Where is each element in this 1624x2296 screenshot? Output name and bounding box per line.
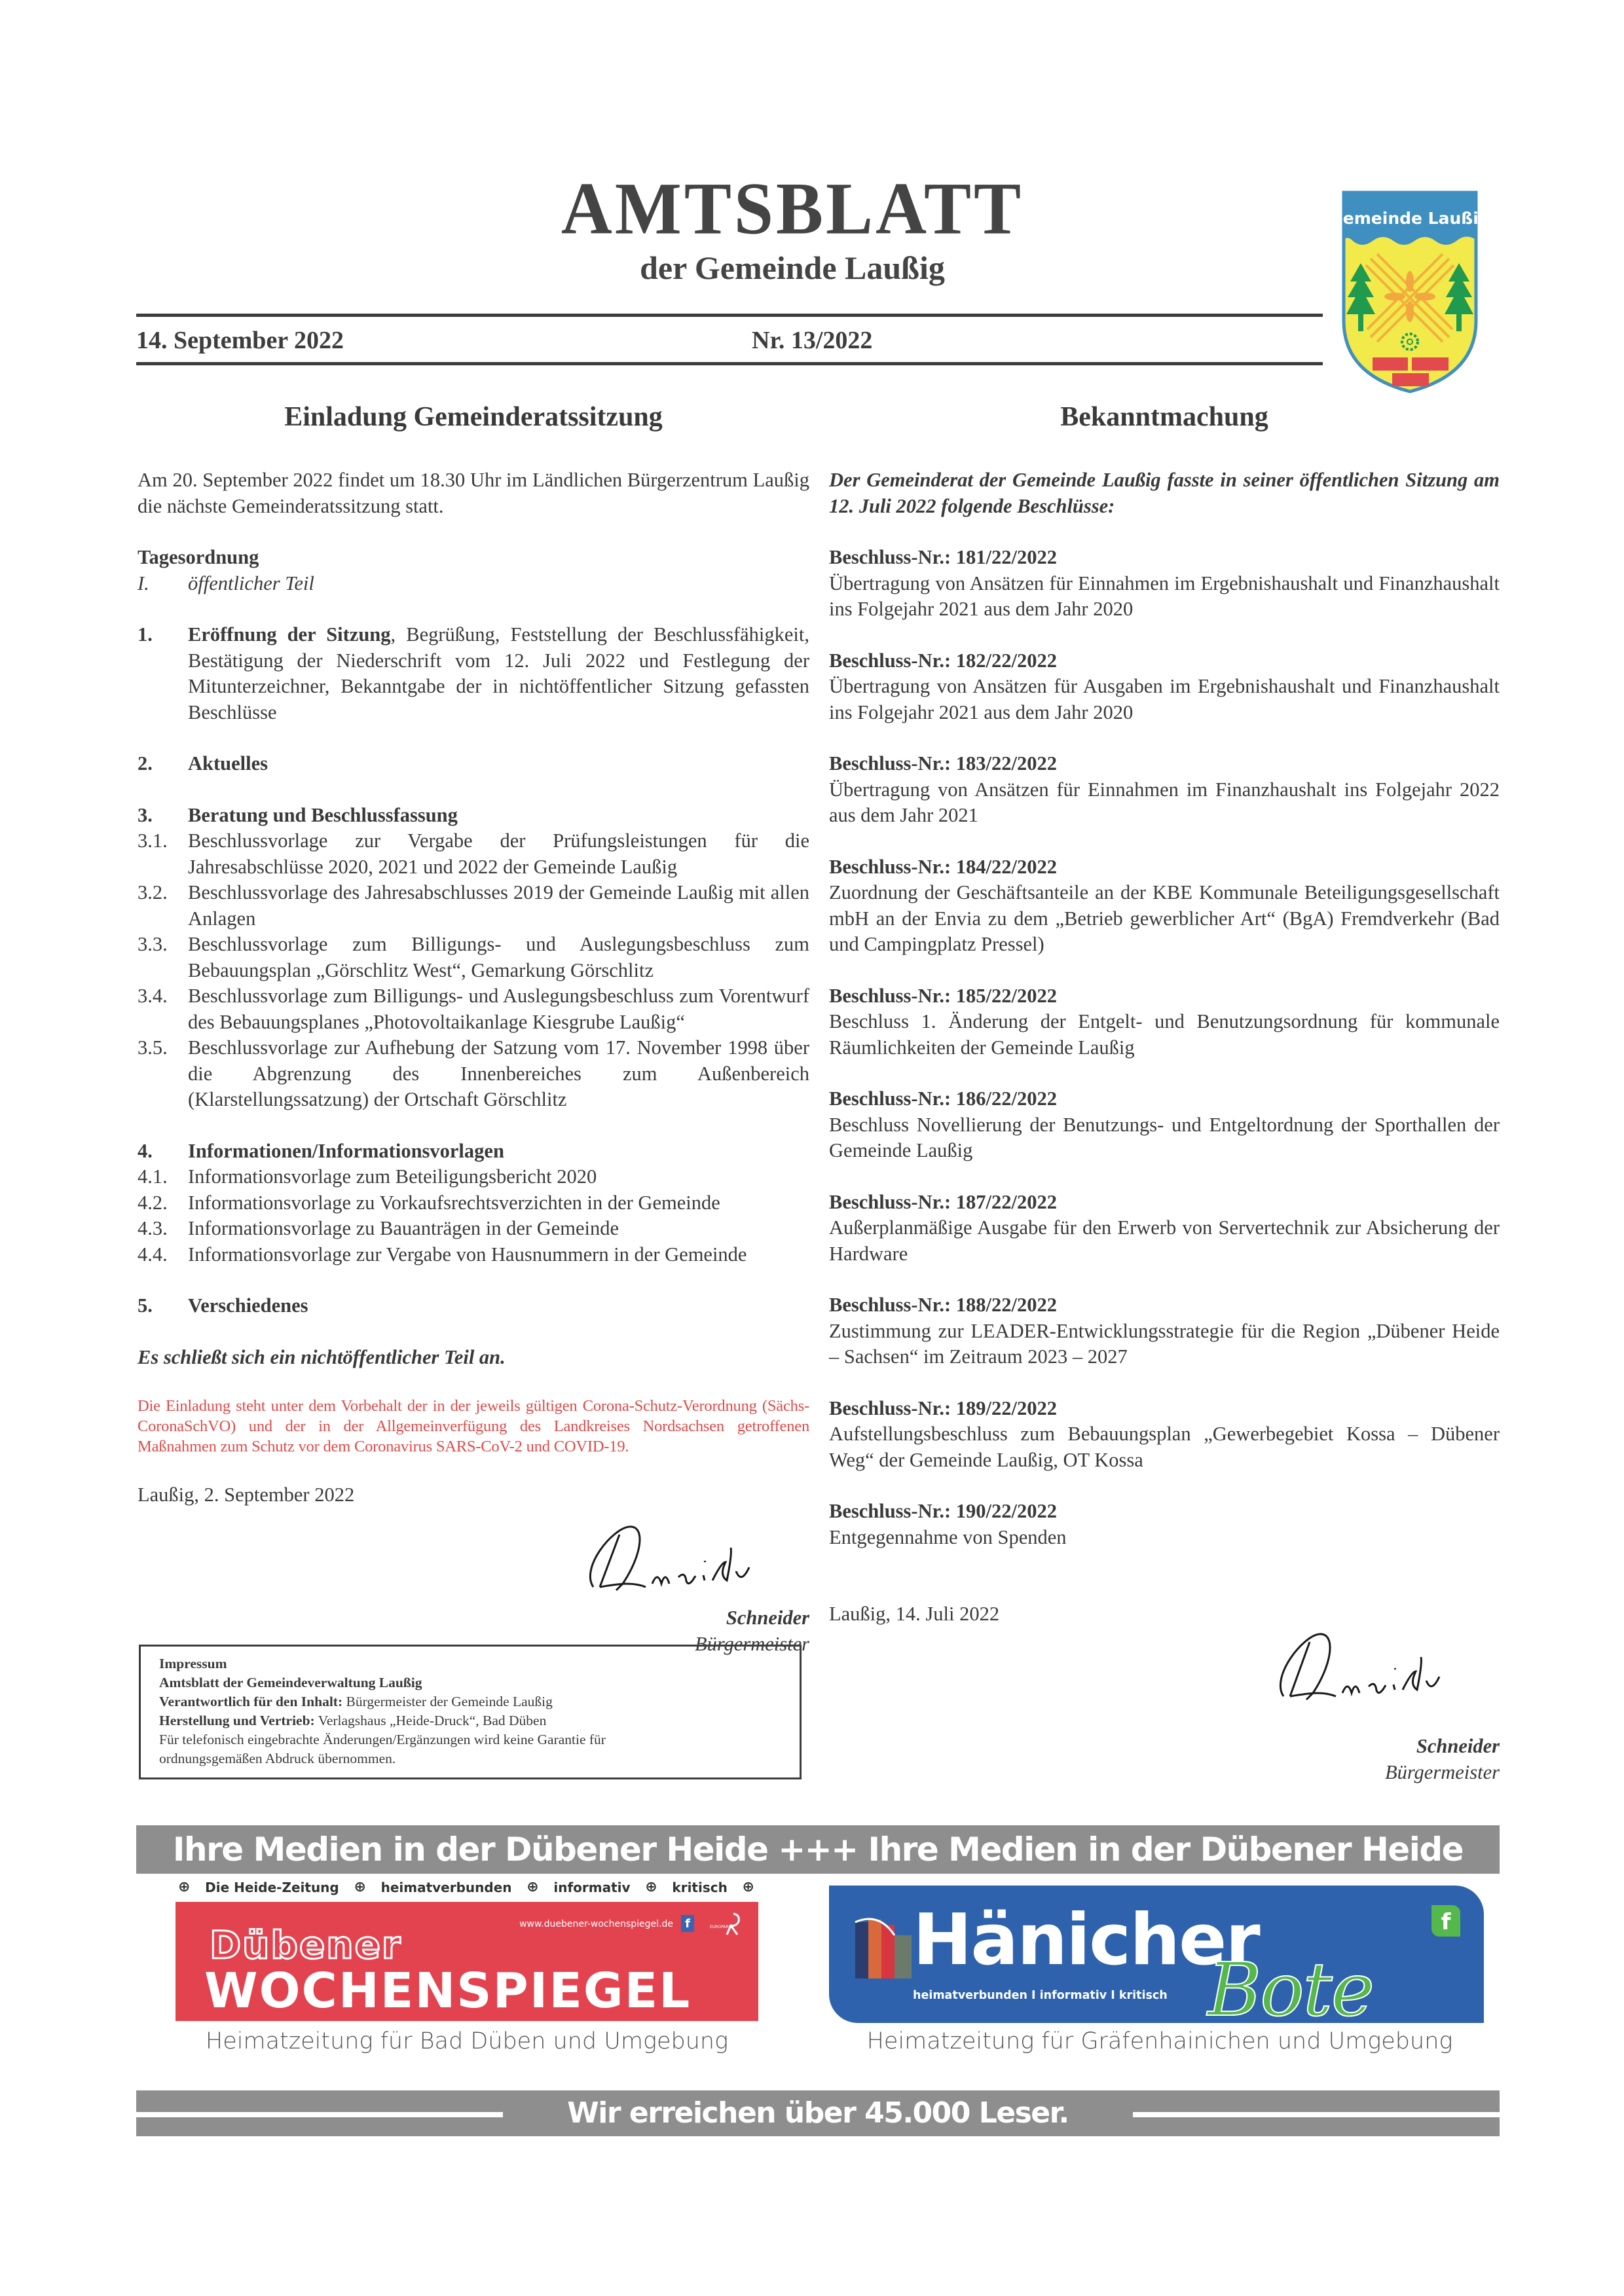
resolution-number: Beschluss-Nr.: 186/22/2022: [829, 1087, 1057, 1110]
announcement-column: [829, 401, 1500, 1798]
agenda-subitem-number: 4.3.: [138, 1217, 168, 1239]
invitation-signature-block: [138, 1508, 809, 1659]
wochenspiegel-tagline: [178, 1879, 754, 1895]
resolution: [829, 1190, 1500, 1267]
agenda-part-label: öffentlicher Teil: [188, 572, 314, 594]
agenda-subitem-text: Informationsvorlage zur Vergabe von Hausnummern in der Gemeinde: [188, 1243, 747, 1266]
impressum-production-label: Herstellung und Vertrieb:: [159, 1713, 315, 1728]
impressum-publisher: Amtsblatt der Gemeindeverwaltung Laußig: [159, 1675, 422, 1690]
haenicher-name: Hänicher: [913, 1899, 1259, 1981]
agenda-subitem: [138, 828, 809, 880]
resolution: [829, 854, 1500, 958]
agenda-label: Tagesordnung: [138, 546, 259, 568]
resolution-number: Beschluss-Nr.: 182/22/2022: [829, 649, 1057, 672]
agenda-item-title: Beratung und Beschlussfassung: [188, 803, 458, 826]
resolution-number: Beschluss-Nr.: 183/22/2022: [829, 752, 1057, 774]
closing-note: Es schließt sich ein nichtöffentlicher Teil an.: [138, 1345, 506, 1368]
issue-number: Nr. 13/2022: [752, 327, 873, 354]
invitation-place-date: Laußig, 2. September 2022: [138, 1484, 355, 1506]
haenicher-name-script: Bote: [1208, 1948, 1374, 2033]
announcement-signature-block: [829, 1628, 1500, 1798]
corona-notice: Die Einladung steht unter dem Vorbehalt der in der jeweils gültigen Corona-Schutz-Verordnung (Sächs-CoronaSchVO) und der in der Allgemeinverfügung des Landkreises Nordsachsen getroffenen Maßnahmen zum Schutz vor dem Coronavirus SARS-CoV-2 und COVID-19.: [138, 1397, 809, 1455]
impressum-disclaimer-line1: Für telefonisch eingebrachte Änderungen/Ergänzungen wird keine Garantie für: [159, 1732, 606, 1747]
agenda-item-title: Informationen/Informationsvorlagen: [188, 1139, 504, 1162]
resolution-text: Übertragung von Ansätzen für Einnahmen im Finanzhaushalt ins Folgejahr 2022 aus dem Jahr 2021: [829, 778, 1500, 826]
tagline-item: Die Heide-Zeitung: [205, 1879, 339, 1895]
agenda-subitem-text: Beschlussvorlage zum Billigungs- und Auslegungsbeschluss zum Vorentwurf des Bebauungsplanes „Photovoltaikanlage Kiesgrube Laußig“: [188, 985, 809, 1033]
agenda-item: [138, 1139, 809, 1165]
haenicher-tagline: heimatverbunden I informativ I kritisch: [913, 1989, 1168, 2002]
announcement-place-date: Laußig, 14. Juli 2022: [829, 1603, 1000, 1625]
agenda-subitem-number: 3.2.: [138, 881, 168, 903]
agenda-subitem-text: Informationsvorlage zu Vorkaufsrechtsverzichten in der Gemeinde: [188, 1191, 720, 1214]
resolution-text: Entgegennahme von Spenden: [829, 1525, 1067, 1548]
agenda-item-text: , Begrüßung, Feststellung der Beschlussfähigkeit, Bestätigung der Niederschrift vom 12. Juli 2022 und Festlegung der Mitunterzeichner, Bekanntgabe der in nichtöffentlicher Sitzung gefassten Beschlüsse: [188, 623, 810, 723]
agenda-subitem: [138, 1164, 809, 1190]
invitation-signer-name: Schneider: [726, 1606, 809, 1629]
media-banner: Ihre Medien in der Dübener Heide +++ Ihre Medien in der Dübener Heide: [136, 1825, 1500, 1874]
impressum-title: Impressum: [159, 1656, 227, 1671]
separator-icon: ⊕: [645, 1879, 657, 1895]
agenda-subitem: [138, 1035, 809, 1113]
resolution: [829, 648, 1500, 726]
agenda-subitem: [138, 1216, 809, 1242]
wochenspiegel-logo: [175, 1902, 758, 2021]
agenda-subitem-text: Beschlussvorlage zum Billigungs- und Auslegungsbeschluss zum Bebauungsplan „Görschlitz West“, Gemarkung Görschlitz: [188, 933, 809, 981]
agenda-subitem-number: 3.1.: [138, 829, 168, 852]
resolution: [829, 751, 1500, 829]
masthead-rule-top: [136, 314, 1323, 317]
agenda-subitem-text: Informationsvorlage zum Beteiligungsbericht 2020: [188, 1165, 597, 1188]
signature-icon: [574, 1522, 809, 1600]
agenda-subitem-text: Beschlussvorlage zur Vergabe der Prüfungsleistungen für die Jahresabschlüsse 2020, 2021 und 2022 der Gemeinde Laußig: [188, 829, 809, 878]
separator-icon: ⊕: [526, 1879, 539, 1895]
signature-icon: [1264, 1628, 1500, 1713]
agenda-subitem: [138, 983, 809, 1035]
heron-icon: [707, 1911, 747, 1937]
agenda-item-number: 5.: [138, 1294, 153, 1317]
tower-emblem-icon: [853, 1916, 914, 1981]
resolution-text: Übertragung von Ansätzen für Einnahmen im Ergebnishaushalt und Finanzhaushalt ins Folgejahr 2021 aus dem Jahr 2020: [829, 572, 1500, 620]
agenda-item-number: 4.: [138, 1139, 153, 1162]
newsletter-subtitle: der Gemeinde Laußig: [640, 249, 945, 286]
wochenspiegel-url: www.duebener-wochenspiegel.de: [519, 1919, 673, 1929]
agenda-subitem-number: 3.3.: [138, 933, 168, 955]
agenda-item: [138, 622, 809, 725]
agenda-subitem-text: Beschlussvorlage des Jahresabschlusses 2019 der Gemeinde Laußig mit allen Anlagen: [188, 881, 809, 930]
wochenspiegel-subtitle: Heimatzeitung für Bad Düben und Umgebung: [205, 2028, 729, 2054]
agenda-item-title: Eröffnung der Sitzung: [188, 623, 391, 646]
agenda-item: [138, 803, 809, 829]
haenicher-subtitle: Heimatzeitung für Gräfenhainichen und Umgebung: [866, 2028, 1453, 2054]
wochenspiegel-name-top: Dübener: [210, 1923, 402, 1967]
coat-of-arms-label: Gemeinde Laußig: [1329, 209, 1490, 228]
invitation-heading: Einladung Gemeinderatssitzung: [284, 402, 663, 432]
agenda-part: [138, 571, 809, 597]
agenda-item-number: 3.: [138, 803, 153, 826]
agenda-item-number: 1.: [138, 623, 153, 646]
announcement-signer-title: Bürgermeister: [1384, 1760, 1500, 1783]
impressum-disclaimer-line2: ordnungsgemäßen Abdruck übernommen.: [159, 1751, 396, 1766]
separator-icon: ⊕: [354, 1879, 366, 1895]
resolution-number: Beschluss-Nr.: 181/22/2022: [829, 546, 1057, 568]
tagline-item: heimatverbunden: [380, 1879, 512, 1895]
resolution-number: Beschluss-Nr.: 184/22/2022: [829, 855, 1057, 878]
resolution-number: Beschluss-Nr.: 188/22/2022: [829, 1294, 1057, 1316]
invitation-signer-title: Bürgermeister: [694, 1632, 809, 1655]
resolution: [829, 1086, 1500, 1164]
agenda-subitem-number: 3.4.: [138, 985, 168, 1007]
tagline-item: kritisch: [672, 1879, 728, 1895]
coat-of-arms-icon: [1329, 190, 1490, 394]
wochenspiegel-name-main: WOCHENSPIEGEL: [204, 1963, 692, 2019]
resolution: [829, 1292, 1500, 1370]
agenda-subitem-number: 3.5.: [138, 1036, 168, 1059]
agenda-subitem-number: 4.2.: [138, 1191, 168, 1214]
resolution: [829, 983, 1500, 1061]
agenda-part-number: I.: [138, 572, 149, 594]
resolution-text: Außerplanmäßige Ausgabe für den Erwerb von Servertechnik zur Absicherung der Hardware: [829, 1216, 1500, 1265]
resolution-text: Übertragung von Ansätzen für Ausgaben im Ergebnishaushalt und Finanzhaushalt ins Folgejahr 2021 aus dem Jahr 2020: [829, 675, 1500, 723]
resolution-number: Beschluss-Nr.: 187/22/2022: [829, 1190, 1057, 1213]
svg-text:EUROPARK: EUROPARK: [710, 1925, 731, 1929]
readership-banner: [136, 2090, 1500, 2136]
agenda-subitem: [138, 880, 809, 932]
haenicher-bote-logo: [829, 1886, 1484, 2033]
resolution-text: Aufstellungsbeschluss zum Bebauungsplan „Gewerbegebiet Kossa – Dübener Weg“ der Gemeinde Laußig, OT Kossa: [829, 1423, 1500, 1471]
impressum-production-value: Verlagshaus „Heide-Druck“, Bad Düben: [314, 1713, 547, 1728]
agenda-item-number: 2.: [138, 752, 153, 774]
separator-icon: ⊕: [742, 1879, 754, 1895]
agenda-item: [138, 751, 809, 777]
resolution: [829, 545, 1500, 623]
impressum-box: [139, 1645, 802, 1779]
impressum-responsible: [159, 1692, 781, 1711]
invitation-column: [138, 401, 809, 1659]
resolution-number: Beschluss-Nr.: 185/22/2022: [829, 984, 1057, 1007]
resolution-number: Beschluss-Nr.: 189/22/2022: [829, 1396, 1057, 1419]
announcement-signer-name: Schneider: [1416, 1734, 1500, 1757]
agenda-subitem-text: Beschlussvorlage zur Aufhebung der Satzung vom 17. November 1998 über die Abgrenzung des Innenbereiches zum Außenbereich (Klarstellungssatzung) der Ortschaft Görschlitz: [188, 1036, 809, 1110]
tagline-item: informativ: [553, 1879, 631, 1895]
resolution-text: Beschluss 1. Änderung der Entgelt- und Benutzungsordnung für kommunale Räumlichkeiten der Gemeinde Laußig: [829, 1010, 1500, 1059]
separator-icon: ⊕: [178, 1879, 191, 1895]
newsletter-title: AMTSBLATT: [561, 168, 1024, 250]
announcement-intro: Der Gemeinderat der Gemeinde Laußig fasste in seiner öffentlichen Sitzung am 12. Juli 2022 folgende Beschlüsse:: [829, 469, 1500, 517]
impressum-responsible-label: Verantwortlich für den Inhalt:: [159, 1694, 343, 1709]
readership-text: Wir erreichen über 45.000 Leser.: [567, 2096, 1069, 2130]
resolution-text: Zustimmung zur LEADER-Entwicklungsstrategie für die Region „Dübener Heide – Sachsen“ im Zeitraum 2023 – 2027: [829, 1319, 1500, 1368]
agenda-item-title: Aktuelles: [188, 752, 268, 774]
impressum-production: [159, 1711, 781, 1730]
resolution: [829, 1396, 1500, 1474]
facebook-icon: f: [681, 1915, 694, 1932]
agenda-item-title: Verschiedenes: [188, 1294, 308, 1317]
issue-date: 14. September 2022: [136, 327, 344, 354]
resolution-text: Beschluss Novellierung der Benutzungs- und Entgeltordnung der Sporthallen der Gemeinde Laußig: [829, 1113, 1500, 1161]
agenda-subitem: [138, 1242, 809, 1268]
facebook-icon: f: [1431, 1905, 1460, 1937]
agenda-subitem-text: Informationsvorlage zu Bauanträgen in der Gemeinde: [188, 1217, 619, 1239]
resolution-number: Beschluss-Nr.: 190/22/2022: [829, 1500, 1057, 1522]
resolution: [829, 1499, 1500, 1550]
agenda-subitem-number: 4.4.: [138, 1243, 168, 1266]
announcement-heading: Bekanntmachung: [1060, 402, 1268, 432]
masthead-rule-bottom: [136, 362, 1323, 365]
agenda-item: [138, 1293, 809, 1319]
resolution-text: Zuordnung der Geschäftsanteile an der KBE Kommunale Beteiligungsgesellschaft mbH an der Envia zu dem „Betrieb gewerblicher Art“ (BgA) Fremdverkehr (Bad und Campingplatz Pressel): [829, 881, 1500, 955]
impressum-responsible-value: Bürgermeister der Gemeinde Laußig: [342, 1694, 553, 1709]
agenda-subitem: [138, 1190, 809, 1216]
agenda-subitem-number: 4.1.: [138, 1165, 168, 1188]
invitation-intro: Am 20. September 2022 findet um 18.30 Uhr im Ländlichen Bürgerzentrum Laußig die nächste Gemeinderatssitzung statt.: [138, 469, 809, 517]
agenda-subitem: [138, 932, 809, 983]
